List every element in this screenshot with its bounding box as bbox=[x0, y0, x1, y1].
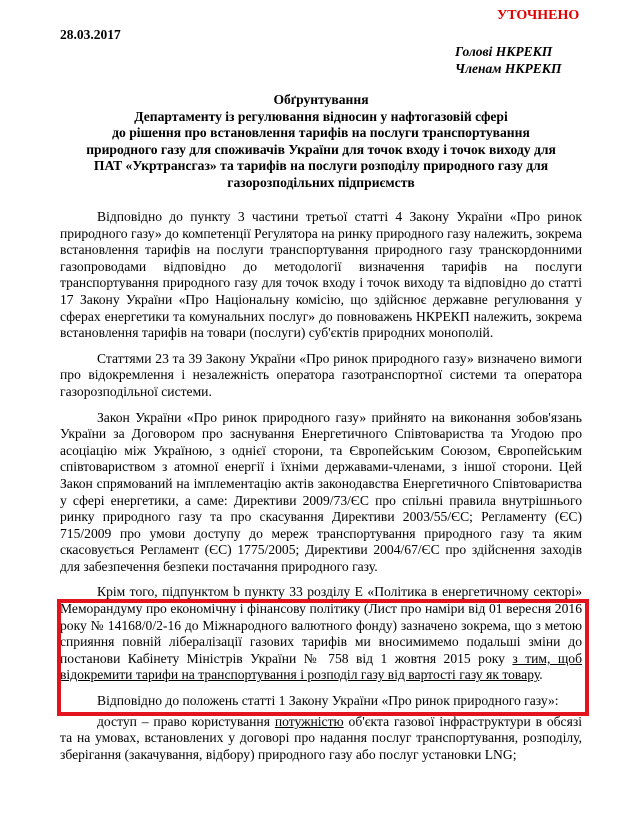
paragraph-definitions-intro: Відповідно до положень статті 1 Закону України «Про ринок природного газу»: bbox=[97, 693, 559, 709]
document-heading bbox=[60, 92, 582, 192]
heading-line: природного газу для споживачів України для точок входу і точок виходу для bbox=[86, 141, 556, 157]
access-text-end: об'єкта газової інфраструктури в обсязі та на умовах, встановлених у договорі про надання послуг транспортування, розподілу, зберігання (закачування, відбору) природного газу або послуг установки LNG; bbox=[60, 713, 582, 762]
memorandum-underlined-text: з тим, щоб відокремити тарифи на транспортування і розподіл газу від вартості газу як товару bbox=[60, 650, 582, 683]
document-date: 28.03.2017 bbox=[60, 27, 121, 42]
heading-line: Обґрунтування bbox=[273, 92, 369, 107]
heading-line: ПАТ «Укртрансгаз» та тарифів на послуги розподілу природного газу для bbox=[93, 158, 549, 174]
paragraph-law-adoption: Закон України «Про ринок природного газу» прийнято на виконання зобов'язань України за Договором про заснування Енергетичного Співтовариства та Угодою про асоціацію між Україною, з однієї сторони, та Європейським Союзом, Європейським співтовариством з атомної енергії і їхніми державами-членами, з іншої сторони. Цей Закон спрямований на імплементацію актів законодавства Енергетичного Співтовариства у сфері енергетики, а саме: Директиви 2009/73/ЄС про спільні правила внутрішнього ринку природного газу та про скасування Директиви 2003/55/ЄС; Регламенту (ЄС) 715/2009 про умови доступу до мереж транспортування природного газу та яким скасовується Регламент (ЄС) 1775/2005; Директиви 2004/67/ЄС про здійснення заходів для забезпечення безпеки постачання природного газу. bbox=[60, 409, 582, 574]
paragraph-competence: Відповідно до пункту 3 частини третьої статті 4 Закону України «Про ринок природного газу» до компетенції Регулятора на ринку природного газу належить, зокрема встановлення тарифів на послуги транспортування природного газу транскордонними газопроводами відповідно до методології визначення тарифів на послуги транспортування природного газу для точок входу і точок виходу та відповідно до статті 17 Закону України «Про Національну комісію, що здійснює державне регулювання у сферах енергетики та комунальних послуг» до повноважень НКРЕКП належить, зокрема встановлення тарифів на товари (послуги) суб'єктів природних монополій. bbox=[60, 209, 582, 341]
access-text: доступ – право користування bbox=[97, 713, 275, 729]
paragraph-memorandum bbox=[60, 584, 582, 684]
paragraph-access-definition bbox=[60, 714, 582, 764]
heading-line: до рішення про встановлення тарифів на послуги транспортування bbox=[112, 125, 530, 141]
memorandum-end: . bbox=[539, 667, 543, 683]
document-body bbox=[60, 209, 582, 772]
status-stamp: УТОЧНЕНО bbox=[497, 8, 580, 23]
recipient-head: Голові НКРЕКП bbox=[455, 44, 553, 59]
recipient-members: Членам НКРЕКП bbox=[455, 61, 562, 76]
heading-line: газорозподільних підприємств bbox=[227, 174, 415, 190]
memorandum-text: Крім того, підпунктом b пункту 33 розділу Е «Політика в енергетичному секторі» Меморандуму про економічну і фінансову політику (Лист про наміри від 01 вересня 2016 року № 14168/0/2-16 до Міжнародного валютного фонду) зазначено зокрема, що з метою сприяння повній лібералізації газових тарифів ми вносимимемо подальші зміни до постанови Кабінету Міністрів України № 758 від 1 жовтня 2015 року bbox=[60, 584, 582, 666]
heading-line: Департаменту із регулювання відносин у нафтогазовій сфері bbox=[134, 108, 508, 124]
access-underlined-word: потужністю bbox=[274, 713, 344, 729]
paragraph-separation: Статтями 23 та 39 Закону України «Про ринок природного газу» визначено вимоги про відокремлення і незалежність оператора газотранспортної системи та оператора газорозподільної системи. bbox=[60, 350, 582, 399]
